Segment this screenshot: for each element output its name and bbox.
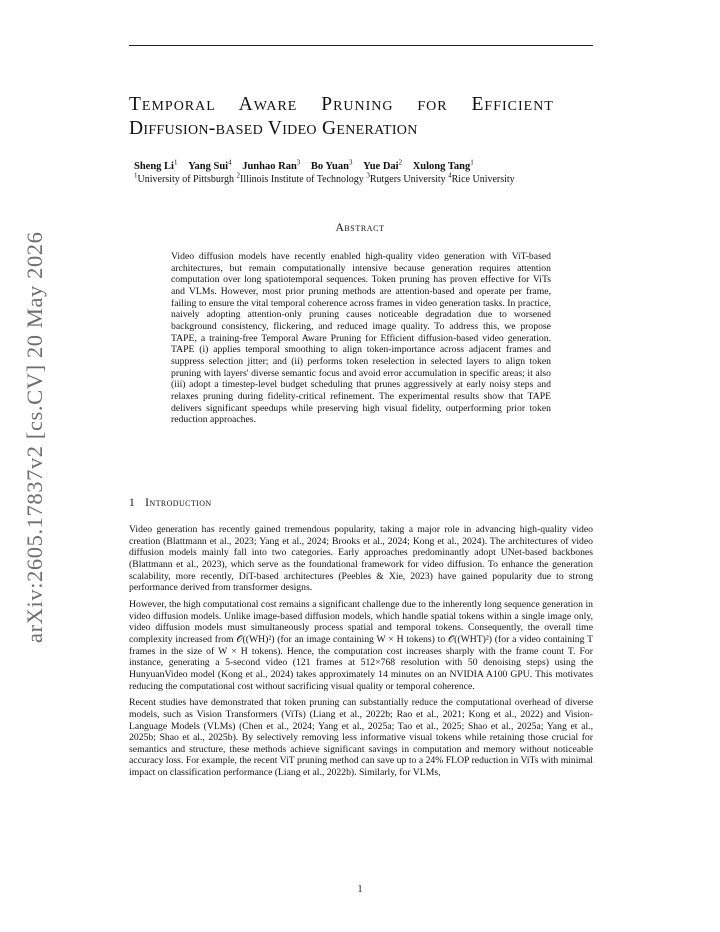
title-line-2: Diffusion-based Video Generation bbox=[129, 118, 418, 139]
affiliation: $^3$Rutgers University bbox=[366, 171, 446, 185]
author: Xulong Tang$^1$ bbox=[412, 158, 474, 172]
abstract-heading: Abstract bbox=[335, 222, 385, 234]
page-number: 1 bbox=[357, 884, 363, 895]
intro-paragraph: Recent studies have demonstrated that token pruning can substantially reduce the computational overhead of diverse models, such as Vision Transformers (ViTs) (Liang et al., 2022b; Rao et al., 2021; Kong et al., 2022) and Vision-Language Models (VLMs) (Chen et al., 2024; Yang et al., 2025a; Tao et al., 2025; Shao et al., 2025a; Yang et al., 2025b; Shao et al., 2025b). By selectively removing less informative visual tokens while retaining those crucial for semantics and structure, these methods achieve significant savings in computation and memory without noticeable accuracy loss. For example, the recent ViT pruning method can save up to a 24% FLOP reduction in ViTs with minimal impact on classification performance (Liang et al., 2022b). Similarly, for VLMs, bbox=[129, 697, 593, 779]
abstract-body: Video diffusion models have recently enabled high-quality video generation with ViT-based architectures, but remain computationally intensive because generation requires attention computation over long spatiotemporal sequences. Token pruning has proven effective for ViTs and VLMs. However, most prior pruning methods are attention-based and operate per frame, failing to ensure the vital temporal coherence across frames in video generation tasks. In practice, naively adopting attention-only pruning causes noticeable degradation due to worsened background consistency, flickering, and reduced image quality. To address this, we propose TAPE, a training-free Temporal Aware Pruning for Efficient diffusion-based video generation. TAPE (i) applies temporal smoothing to align token-importance across adjacent frames and suppress selection jitter; and (ii) performs token reselection in selected layers to align token pruning with layers' diverse semantic focus and avoid error accumulation in specific areas; it also (iii) adopt a timestep-level budget scheduling that prunes aggressively at early noisy steps and relaxes pruning during fidelity-critical refinement. The experimental results show that TAPE delivers significant speedups while preserving high visual fidelity, outperforming prior token reduction approaches. bbox=[171, 251, 551, 426]
intro-paragraph: However, the high computational cost remains a significant challenge due to the inherently long sequence generation in video diffusion models. Unlike image-based diffusion models, which handle spatial tokens within a single image only, video diffusion models must simultaneously process spatial and temporal tokens. Consequently, the overall time complexity increased from 𝒪((WH)²) (for an image containing W × H tokens) to 𝒪((WHT)²) (for a video containing T frames in the size of W × H tokens). Hence, the computation cost increases sharply with the frame count T. For instance, generating a 5-second video (121 frames at 512×768 resolution with 50 denoising steps) using the HunyuanVideo model (Kong et al., 2024) takes approximately 14 minutes on an NVIDIA A100 GPU. This motivates reducing the computational cost without sacrificing visual quality or temporal coherence. bbox=[129, 598, 593, 692]
title-line-1: Temporal Aware Pruning for Efficient bbox=[129, 94, 554, 115]
author: Bo Yuan$^3$ bbox=[310, 158, 353, 172]
top-rule bbox=[129, 45, 593, 46]
section-number: 1 bbox=[129, 497, 136, 509]
author: Junhao Ran$^3$ bbox=[242, 158, 301, 172]
author: Sheng Li$^1$ bbox=[134, 158, 178, 172]
affiliation: $^1$University of Pittsburgh bbox=[134, 171, 234, 185]
author: Yang Sui$^4$ bbox=[188, 158, 232, 172]
author-block bbox=[134, 160, 604, 186]
affiliation-list bbox=[134, 173, 604, 186]
affiliation: $^4$Rice University bbox=[448, 171, 515, 185]
intro-paragraph: Video generation has recently gained tremendous popularity, taking a major role in advancing high-quality video creation (Blattmann et al., 2023; Yang et al., 2024; Brooks et al., 2024; Kong et al., 2024). The architectures of video diffusion models mainly fall into two categories. Early approaches predominantly adopt UNet-based backbones (Blattmann et al., 2023), which serve as the foundational framework for video diffusion. To enhance the generation scalability, more recently, DiT-based architectures (Peebles & Xie, 2023) have gained popularity due to strong performance derived from transformer designs. bbox=[129, 524, 593, 594]
paper-title bbox=[129, 93, 599, 141]
author: Yue Dai$^2$ bbox=[363, 158, 403, 172]
intro-body bbox=[129, 524, 593, 784]
affiliation: $^2$Illinois Institute of Technology bbox=[236, 171, 364, 185]
arxiv-stamp: arXiv:2605.17837v2 [cs.CV] 20 May 2026 bbox=[22, 231, 47, 643]
section-heading bbox=[129, 497, 212, 509]
section-title: Introduction bbox=[145, 497, 212, 509]
